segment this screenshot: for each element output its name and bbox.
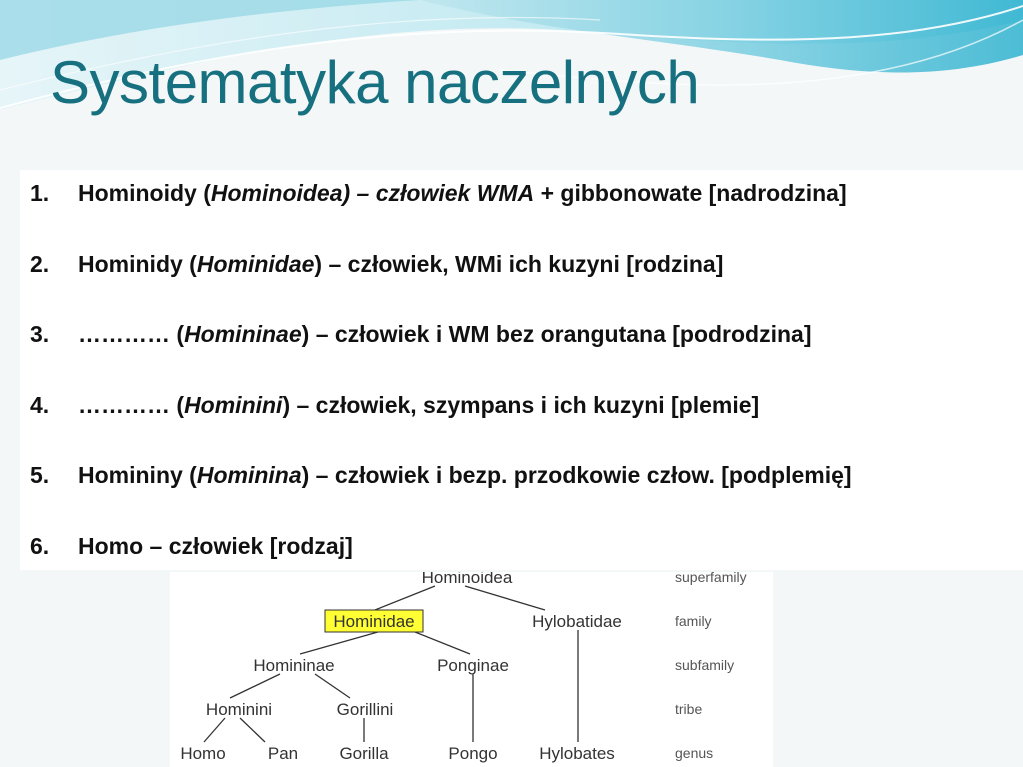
list-text: ………… (Hominini) – człowiek, szympans i ich kuzyni [plemie] [78, 392, 760, 418]
node-gorilla: Gorilla [339, 744, 389, 763]
rank-family: family [675, 613, 712, 629]
list-number: 3. [30, 321, 50, 347]
rank-subfamily: subfamily [675, 657, 735, 673]
node-hominini: Hominini [205, 700, 273, 719]
list-number: 1. [30, 180, 50, 206]
taxonomy-diagram [170, 572, 773, 767]
node-gorillini: Gorillini [336, 700, 394, 719]
node-homininae: Homininae [253, 656, 335, 675]
list-text: Hominoidy (Hominoidea) – człowiek WMA + gibbonowate [nadrodzina] [78, 180, 847, 206]
content-panel [20, 170, 1023, 570]
list-text: Hominidy (Hominidae) – człowiek, WMi ich kuzyni [rodzina] [78, 251, 724, 277]
list-text: Homo – człowiek [rodzaj] [78, 533, 353, 559]
list-text: Homininy (Hominina) – człowiek i bezp. przodkowie człow. [podplemię] [78, 462, 852, 488]
taxonomy-tree [170, 572, 773, 767]
node-pongo: Pongo [448, 744, 498, 763]
list-number: 2. [30, 251, 50, 277]
list-number: 4. [30, 392, 50, 418]
node-hominoidea: Hominoidea [421, 572, 513, 587]
list-text: ………… (Homininae) – człowiek i WM bez orangutana [podrodzina] [78, 321, 812, 347]
list-number: 5. [30, 462, 50, 488]
node-ponginae: Ponginae [437, 656, 509, 675]
rank-superfamily: superfamily [675, 572, 747, 585]
list-number: 6. [30, 533, 50, 559]
node-pan: Pan [267, 744, 299, 763]
node-hylobatidae: Hylobatidae [532, 612, 622, 631]
node-hylobates: Hylobates [539, 744, 615, 763]
node-hominidae: Hominidae [333, 612, 415, 631]
rank-genus: genus [675, 745, 714, 761]
node-homo: Homo [180, 744, 226, 763]
slide-title: Systematyka naczelnych [50, 49, 700, 116]
rank-tribe: tribe [675, 701, 703, 717]
